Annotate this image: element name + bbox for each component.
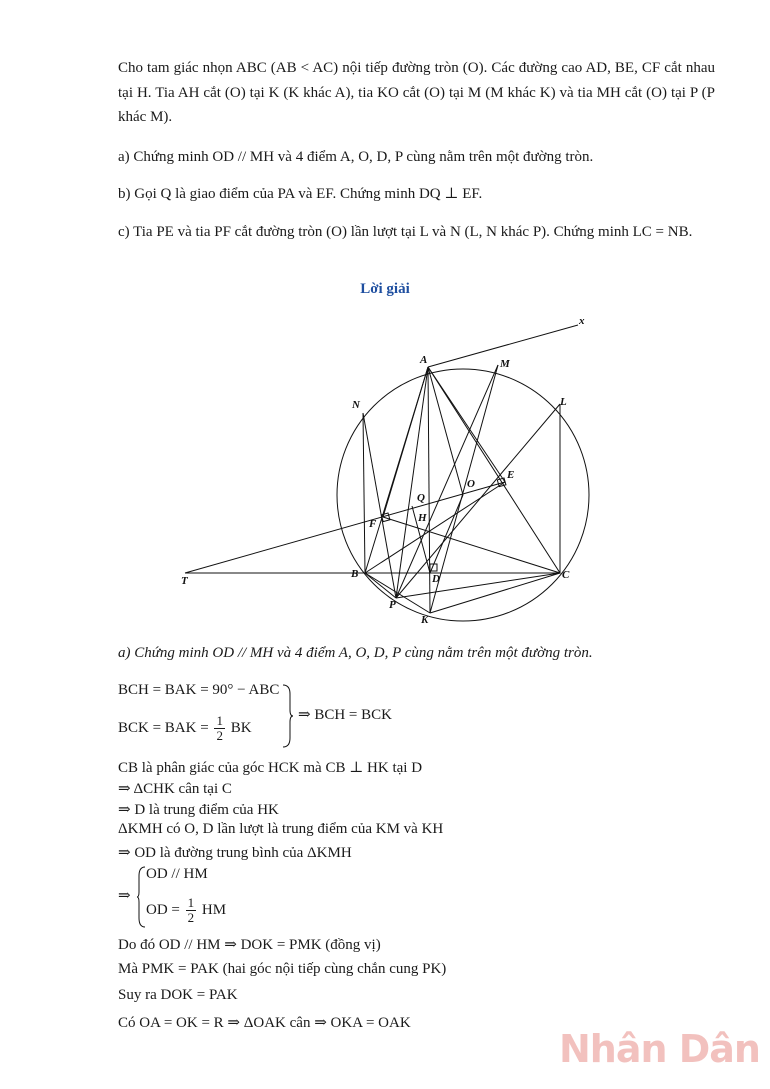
label-F: F [369,518,377,530]
label-x: x [579,315,585,327]
label-E: E [507,469,515,481]
system-line-2-right: HM [201,901,227,918]
left-brace [136,866,146,928]
fraction-denominator-2: 2 [187,910,195,925]
fraction-numerator-2: 1 [187,895,195,910]
label-N: N [352,399,360,411]
step-7: Mà PMK = PAK (hai góc nội tiếp cùng chắn cung PK) [118,961,447,977]
brace-system-2 [118,864,418,930]
label-B: B [351,568,359,580]
brace-line-2-right: BK [230,719,252,736]
label-H: H [418,512,427,524]
label-O: O [467,478,475,490]
step-9: Có OA = OK = R ⇒ ΔOAK cân ⇒ OKA = OAK [118,1015,411,1031]
part-a-heading: a) Chứng minh OD // MH và 4 điểm A, O, D, P cùng nằm trên một đường tròn. [118,645,593,661]
line-TE [185,482,505,573]
label-D: D [432,573,440,585]
problem-statement: Cho tam giác nhọn ABC (AB < AC) nội tiếp đường tròn (O). Các đường cao AD, BE, CF cắt nhau tại H. Tia AH cắt (O) tại K (K khác A), tia KO cắt (O) tại M (M khác K) và tia MH cắt (O) tại P (P khác M). [118,60,715,125]
system-line-2 [146,896,226,925]
system-line-2-left: OD = [146,901,180,918]
label-L: L [560,396,567,408]
system-line-1: OD // HM [146,866,208,882]
problem-part-c: c) Tia PE và tia PF cắt đường tròn (O) lần lượt tại L và N (L, N khác P). Chứng minh LC = NB. [118,224,693,240]
step-1: CB là phân giác của góc HCK mà CB ⊥ HK tại D [118,760,423,776]
fraction-denominator: 2 [216,728,223,743]
step-3: ⇒ D là trung điểm của HK [118,802,279,818]
step-8: Suy ra DOK = PAK [118,987,238,1003]
brace-line-2-left: BCK = BAK = [118,719,209,736]
label-T: T [181,575,188,587]
brace-result: ⇒ BCH = BCK [298,707,392,723]
problem-part-a: a) Chứng minh OD // MH và 4 điểm A, O, D, P cùng nằm trên một đường tròn. [118,149,594,165]
right-brace [282,684,294,748]
label-M: M [500,358,510,370]
label-K: K [421,614,429,626]
label-A: A [420,354,428,366]
label-C: C [562,569,570,581]
fraction-half-2 [186,896,197,925]
watermark-logo: Nhân Dân [558,1027,760,1071]
problem-part-b: b) Gọi Q là giao điểm của PA và EF. Chứng minh DQ ⊥ EF. [118,186,483,202]
fraction-numerator: 1 [216,713,223,728]
fraction-half [214,714,225,743]
step-2: ⇒ ΔCHK cân tại C [118,781,232,797]
brace-line-2 [118,714,252,743]
label-Q: Q [417,492,425,504]
brace-system-1 [118,682,518,750]
brace-line-1: BCH = BAK = 90° − ABC [118,682,280,698]
step-5: ⇒ OD là đường trung bình của ΔKMH [118,845,352,861]
label-P: P [389,599,396,611]
geometry-figure [0,305,770,640]
system-arrow: ⇒ [118,888,131,904]
step-6: Do đó OD // HM ⇒ DOK = PMK (đồng vị) [118,937,381,953]
step-4: ΔKMH có O, D lần lượt là trung điểm của KM và KH [118,821,444,837]
solution-heading: Lời giải [360,281,410,297]
